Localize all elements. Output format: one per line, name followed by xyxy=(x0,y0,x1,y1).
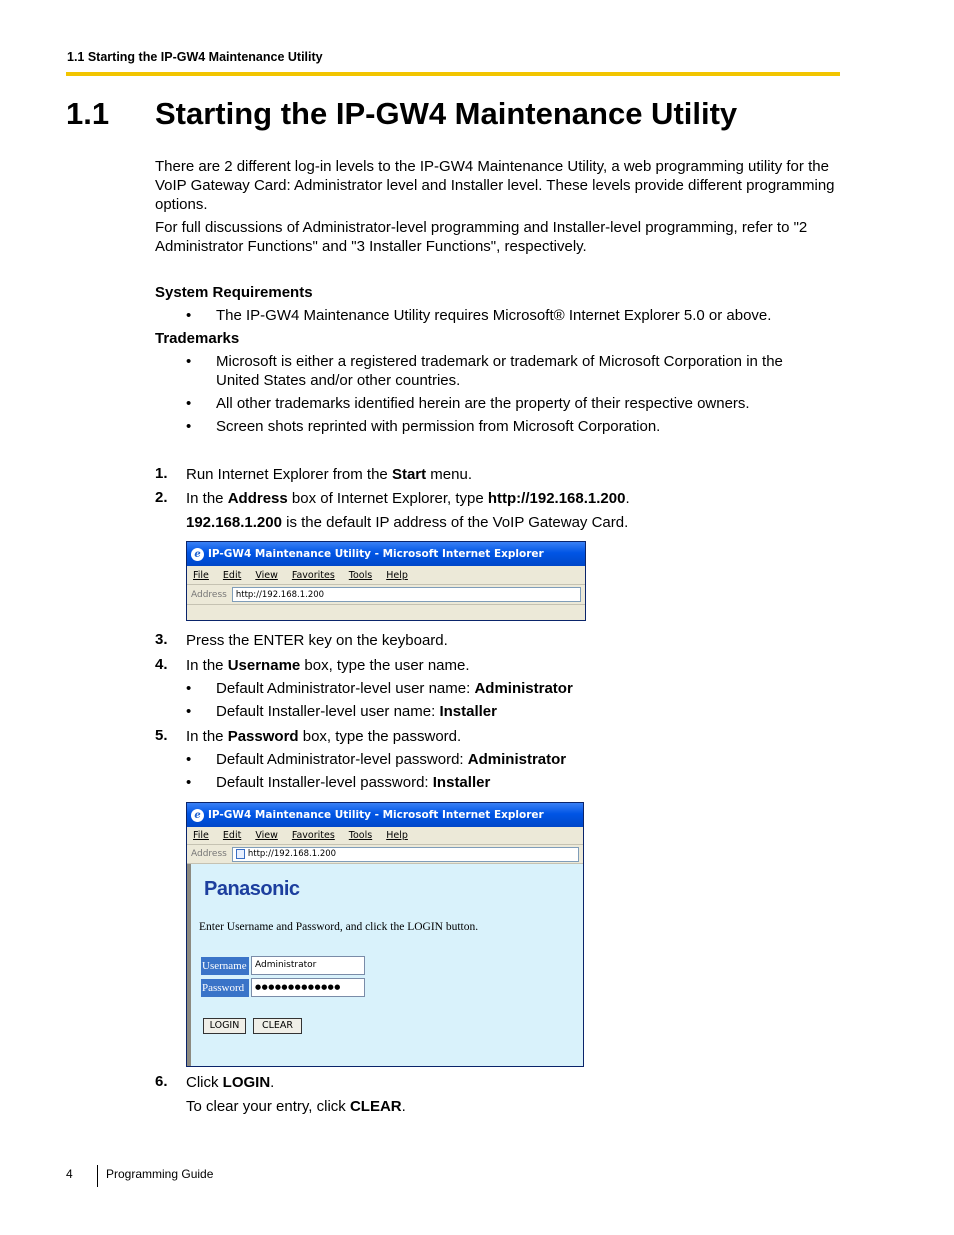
footer-divider xyxy=(97,1165,98,1187)
menu-view[interactable]: View xyxy=(255,830,278,841)
bullet: • xyxy=(186,774,192,791)
address-value: http://192.168.1.200 xyxy=(235,589,325,600)
step-5-text: In the Password box, type the password. xyxy=(186,728,462,745)
step-2-text: In the Address box of Internet Explorer, type http://192.168.1.200. xyxy=(186,490,630,507)
step-3-text: Press the ENTER key on the keyboard. xyxy=(186,632,448,649)
list-item-text: Default Administrator-level password: Administrator xyxy=(216,751,567,768)
browser-menu-bar xyxy=(187,566,585,585)
bullet: • xyxy=(186,703,192,720)
step-number: 5. xyxy=(155,727,168,744)
address-input[interactable] xyxy=(232,587,581,602)
browser-screenshot-address xyxy=(186,541,586,621)
browser-title-bar xyxy=(187,803,583,827)
menu-file[interactable]: File xyxy=(193,569,209,581)
browser-address-bar xyxy=(187,585,585,605)
menu-edit[interactable]: Edit xyxy=(222,569,242,581)
menu-file[interactable]: File xyxy=(193,830,209,841)
bullet: • xyxy=(186,353,192,370)
list-item-text: Screen shots reprinted with permission from Microsoft Corporation. xyxy=(216,418,661,435)
step-1-text: Run Internet Explorer from the Start menu. xyxy=(186,466,472,483)
browser-title-bar xyxy=(187,542,585,566)
login-button[interactable]: LOGIN xyxy=(203,1018,246,1034)
list-item-text: Microsoft is either a registered trademark or trademark of Microsoft Corporation in the United States and/or other countries. xyxy=(216,353,783,389)
bullet: • xyxy=(186,751,192,768)
step-2-note: 192.168.1.200 is the default IP address of the VoIP Gateway Card. xyxy=(186,514,629,531)
clear-button[interactable]: CLEAR xyxy=(253,1018,302,1034)
step-number: 1. xyxy=(155,465,168,482)
address-value: http://192.168.1.200 xyxy=(247,849,337,859)
list-item xyxy=(186,750,836,769)
header-rule xyxy=(66,72,840,76)
browser-title: IP-GW4 Maintenance Utility - Microsoft Internet Explorer xyxy=(208,548,544,560)
window-edge xyxy=(187,864,191,1066)
bullet: • xyxy=(186,307,192,324)
list-item-text: All other trademarks identified herein are the property of their respective owners. xyxy=(216,395,750,412)
section-title-text: Starting the IP-GW4 Maintenance Utility xyxy=(155,96,738,131)
intro-paragraph-1: There are 2 different log-in levels to the IP-GW4 Maintenance Utility, a web programming utility for the VoIP Gateway Card: Administrator level and Installer level. These levels provide different programming options. xyxy=(155,158,835,213)
list-item-text: Default Administrator-level user name: Administrator xyxy=(216,680,573,697)
menu-tools[interactable]: Tools xyxy=(348,569,373,581)
section-number: 1.1 xyxy=(66,96,110,131)
menu-edit[interactable]: Edit xyxy=(222,830,242,841)
step-6-text: Click LOGIN. xyxy=(186,1074,275,1091)
page-number: 4 xyxy=(66,1167,73,1181)
step-number: 6. xyxy=(155,1073,168,1090)
browser-screenshot-login xyxy=(186,802,584,1067)
list-item xyxy=(186,352,826,390)
menu-tools[interactable]: Tools xyxy=(348,830,373,841)
address-label: Address xyxy=(191,849,227,859)
list-item xyxy=(186,417,836,436)
footer-title: Programming Guide xyxy=(106,1167,214,1181)
list-item xyxy=(186,306,836,325)
list-item-text: Default Installer-level user name: Installer xyxy=(216,703,497,720)
menu-favorites[interactable]: Favorites xyxy=(291,830,335,841)
username-input[interactable]: Administrator xyxy=(251,956,365,975)
browser-title: IP-GW4 Maintenance Utility - Microsoft Internet Explorer xyxy=(208,809,544,821)
menu-help[interactable]: Help xyxy=(386,569,408,581)
ie-icon: e xyxy=(191,809,204,822)
system-requirements-heading: System Requirements xyxy=(155,284,313,301)
list-item xyxy=(186,702,836,721)
login-page-content xyxy=(187,864,583,1066)
step-6-note: To clear your entry, click CLEAR. xyxy=(186,1098,406,1115)
step-number: 3. xyxy=(155,631,168,648)
address-input[interactable] xyxy=(232,847,579,862)
bullet: • xyxy=(186,680,192,697)
list-item xyxy=(186,679,836,698)
ie-icon: e xyxy=(191,548,204,561)
page-icon xyxy=(236,849,245,859)
address-label: Address xyxy=(191,589,227,600)
username-label: Username xyxy=(201,957,249,975)
password-label: Password xyxy=(201,979,249,997)
browser-menu-bar xyxy=(187,827,583,845)
bullet: • xyxy=(186,395,192,412)
menu-help[interactable]: Help xyxy=(386,830,408,841)
menu-view[interactable]: View xyxy=(255,569,278,581)
list-item-text: The IP-GW4 Maintenance Utility requires Microsoft® Internet Explorer 5.0 or above. xyxy=(216,307,772,324)
step-number: 4. xyxy=(155,656,168,673)
running-header: 1.1 Starting the IP-GW4 Maintenance Utility xyxy=(67,50,323,64)
browser-address-bar xyxy=(187,845,583,864)
panasonic-logo: Panasonic xyxy=(204,878,300,900)
password-input[interactable]: ●●●●●●●●●●●●● xyxy=(251,978,365,997)
list-item xyxy=(186,773,836,792)
page-title xyxy=(66,96,737,132)
intro-paragraph-2: For full discussions of Administrator-level programming and Installer-level programming, refer to "2 Administrator Functions" and "3 Installer Functions", respectively. xyxy=(155,219,808,255)
login-instruction: Enter Username and Password, and click the LOGIN button. xyxy=(199,921,479,933)
trademarks-heading: Trademarks xyxy=(155,330,240,347)
menu-favorites[interactable]: Favorites xyxy=(291,569,335,581)
list-item xyxy=(186,394,836,413)
list-item-text: Default Installer-level password: Installer xyxy=(216,774,491,791)
step-number: 2. xyxy=(155,489,168,506)
bullet: • xyxy=(186,418,192,435)
step-4-text: In the Username box, type the user name. xyxy=(186,657,470,674)
